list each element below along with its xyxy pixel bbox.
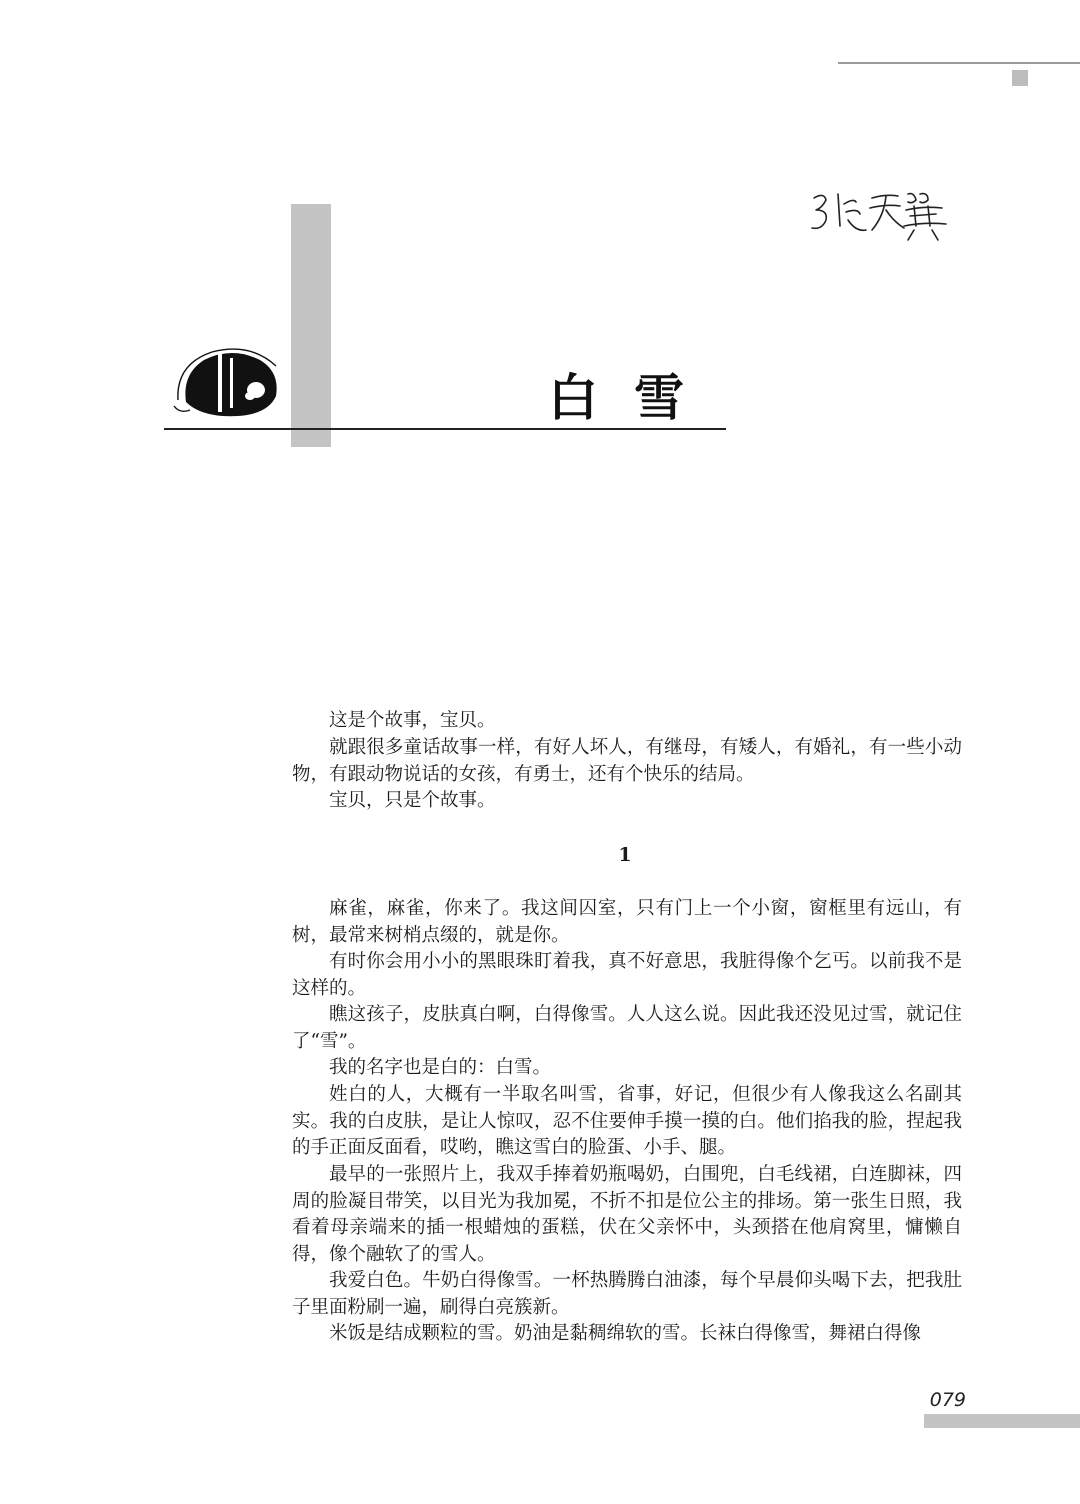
header-rule [838, 62, 1080, 64]
body-paragraph: 瞧这孩子，皮肤真白啊，白得像雪。人人这么说。因此我还没见过雪，就记住了“雪”。 [292, 1004, 962, 1052]
chapter-emblem-icon [172, 344, 288, 424]
body-paragraph: 我的名字也是白的：白雪。 [329, 1057, 552, 1078]
body-paragraph: 我爱白色。牛奶白得像雪。一杯热腾腾白油漆，每个早晨仰头喝下去，把我肚子里面粉刷一遍，刷得白亮簇新。 [292, 1270, 962, 1318]
section-number: 1 [618, 844, 632, 866]
author-signature [800, 180, 960, 250]
title-vertical-bar [291, 204, 331, 447]
intro-paragraph: 就跟很多童话故事一样，有好人坏人，有继母，有矮人，有婚礼，有一些小动物，有跟动物说话的女孩，有勇士，还有个快乐的结局。 [292, 737, 962, 785]
chapter-title: 白雪 [548, 369, 720, 427]
body-paragraph: 姓白的人，大概有一半取名叫雪，省事，好记，但很少有人像我这么名副其实。我的白皮肤，是让人惊叹，忍不住要伸手摸一摸的白。他们掐我的脸，捏起我的手正面反面看，哎哟，瞧这雪白的脸蛋、小手、腿。 [292, 1084, 962, 1158]
intro-paragraph: 这是个故事，宝贝。 [329, 710, 496, 731]
body-paragraph: 麻雀，麻雀，你来了。我这间囚室，只有门上一个小窗，窗框里有远山，有树，最常来树梢点缀的，就是你。 [292, 898, 962, 946]
page-number: 079 [929, 1389, 966, 1411]
body-paragraph: 米饭是结成颗粒的雪。奶油是黏稠绵软的雪。长袜白得像雪，舞裙白得像 [329, 1323, 922, 1344]
body-paragraph: 最早的一张照片上，我双手捧着奶瓶喝奶，白围兜，白毛线裙，白连脚袜，四周的脸凝目带笑，以目光为我加冕，不折不扣是位公主的排场。第一张生日照，我看着母亲端来的插一根蜡烛的蛋糕，伏在父亲怀中，头颈搭在他肩窝里，慵懒自得，像个融软了的雪人。 [292, 1164, 962, 1265]
header-square-decoration [1012, 70, 1028, 86]
intro-paragraph: 宝贝，只是个故事。 [329, 790, 496, 811]
body-paragraph: 有时你会用小小的黑眼珠盯着我，真不好意思，我脏得像个乞丐。以前我不是这样的。 [292, 951, 962, 999]
footer-grey-bar [924, 1414, 1080, 1428]
